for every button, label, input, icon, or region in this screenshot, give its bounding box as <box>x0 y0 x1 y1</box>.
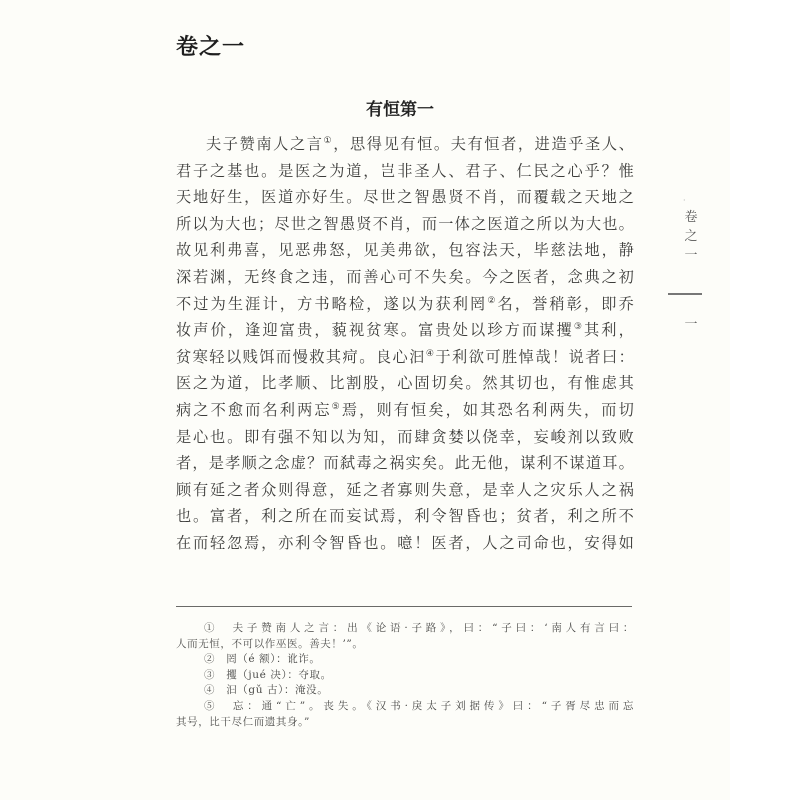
body-line <box>176 264 634 291</box>
footnote-line: 人而无恒，不可以作巫医。善夫！’”。 <box>176 637 364 650</box>
footnote-ref[interactable]: ③ <box>573 322 584 333</box>
footnote-line: ① 夫子赞南人之言：出《论语·子路》，曰：“子曰：‘南人有言曰： <box>204 622 634 634</box>
body-line <box>176 237 634 264</box>
footnote-line: ④ 汩（gǔ 古）：淹没。 <box>204 684 329 697</box>
body-line-text: 是心也。即有强不知以为知，而肆贪婪以侥幸，妄峻剂以致败 <box>176 427 634 446</box>
body-line-text: 者，是孝顺之念虚？而弑毒之祸实矣。此无他，谋利不谋道耳。 <box>176 454 634 473</box>
running-head-rule <box>668 293 702 295</box>
body-line-text: 顾有延之者众则得意，延之者寡则失意，是幸人之灾乐人之祸 <box>176 480 634 499</box>
margin-mark: · <box>683 196 686 205</box>
body-line <box>176 158 634 185</box>
footnotes <box>176 621 634 730</box>
body-line <box>176 477 634 504</box>
body-line <box>176 317 634 344</box>
body-line <box>176 344 634 371</box>
body-line-text: 其利， <box>584 321 634 340</box>
page-number: 一 <box>684 317 698 332</box>
running-head-char: 卷 <box>684 210 698 225</box>
body-line <box>176 370 634 397</box>
body-line-text: 夫子赞南人之言 <box>206 135 324 153</box>
body-line <box>176 131 634 158</box>
footnote-ref[interactable]: ② <box>487 295 498 306</box>
body-line-text: 故见利弗喜，见恶弗怒，见美弗欲，包容法天，毕慈法地，静 <box>176 241 634 260</box>
footnote-divider <box>176 606 632 607</box>
body-line-text: 贫寒轻以贱饵而慢救其疴。良心汩 <box>176 347 426 366</box>
chapter-title: 有恒第一 <box>366 100 434 120</box>
footnote-ref[interactable]: ⑤ <box>331 401 342 412</box>
body-line-text: 妆声价，逢迎富贵，藐视贫寒。富贵处以珍方而谋攫 <box>176 321 574 340</box>
body-line-text: 于利欲可胜悼哉！说者曰： <box>435 347 634 366</box>
body-line-text: 焉，则有恒矣，如其恐名利两失，而切 <box>341 400 634 419</box>
running-head <box>676 208 706 265</box>
body-line-text: 病之不愈而名利两忘 <box>176 400 332 419</box>
running-head-char: 一 <box>684 248 698 263</box>
body-line-text: 深若渊，无终食之违，而善心可不失矣。今之医者，念典之初 <box>176 267 634 286</box>
footnote-line: ② 罔（é 额）：讹诈。 <box>204 653 321 666</box>
body-line <box>176 211 634 238</box>
body-line-text: 君子之基也。是医之为道，岂非圣人、君子、仁民之心乎？惟 <box>176 161 634 180</box>
footnote-ref[interactable]: ① <box>323 135 334 146</box>
body-line-text: 不过为生涯计，方书略检，遂以为获利罔 <box>176 294 488 313</box>
running-head-char: 之 <box>684 229 698 244</box>
body-line <box>176 503 634 530</box>
page-margin <box>730 0 800 800</box>
body-line <box>176 424 634 451</box>
body-line-text: 医之为道，比孝顺、比割股，心固切矣。然其切也，有惟虑其 <box>176 374 634 393</box>
body-line <box>176 450 634 477</box>
body-line-text: 天地好生，医道亦好生。尽世之智愚贤不肖，而覆载之天地之 <box>176 188 634 207</box>
body-line <box>176 184 634 211</box>
footnote-line: ③ 攫（jué 决）：夺取。 <box>204 668 332 681</box>
footnote-ref[interactable]: ④ <box>425 348 436 359</box>
body-text <box>176 131 634 557</box>
body-line-text: 也。富者，利之所在而妄试焉，利令智昏也；贫者，利之所不 <box>176 507 634 526</box>
footnote-line: ⑤ 忘：通“亡”。丧失。《汉书·戾太子刘据传》曰：“子胥尽忠而忘 <box>204 699 634 712</box>
body-line-text: 名，誉稍彰，即乔 <box>497 294 634 313</box>
body-line <box>176 397 634 424</box>
body-line-text: 在而轻忽焉，亦利令智昏也。噫！医者，人之司命也，安得如 <box>176 533 634 552</box>
volume-title: 卷之一 <box>176 34 246 60</box>
body-line-text: 所以为大也；尽世之智愚贤不肖，而一体之医道之所以为大也。 <box>176 214 634 233</box>
body-line <box>176 530 634 557</box>
body-line-text: ，思得见有恒。夫有恒者，进造乎圣人、 <box>333 135 634 153</box>
body-line <box>176 291 634 318</box>
footnote-line: 其号，比干尽仁而遗其身。” <box>176 715 310 728</box>
